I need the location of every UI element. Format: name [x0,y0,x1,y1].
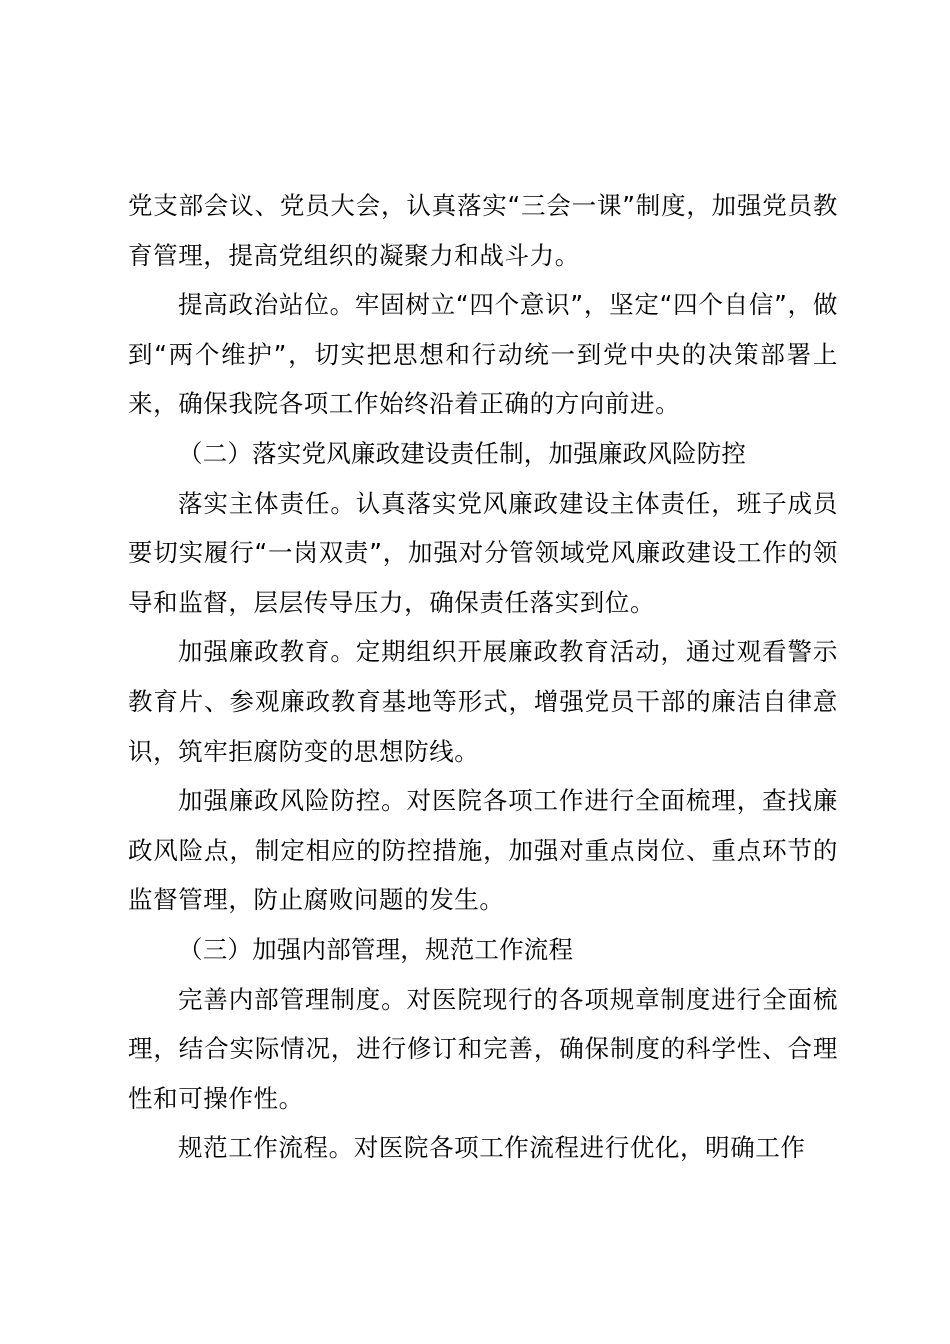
paragraph-political-stance: 提高政治站位。牢固树立“四个意识”，坚定“四个自信”，做到“两个维护”，切实把思想和行动统一到党中央的决策部署上来，确保我院各项工作始终沿着正确的方向前进。 [128,290,838,419]
paragraph-workflow: 规范工作流程。对医院各项工作流程进行优化，明确工作 [178,1133,806,1163]
section-heading-3: （三）加强内部管理，规范工作流程 [178,934,574,964]
paragraph-main-responsibility: 落实主体责任。认真落实党风廉政建设主体责任，班子成员要切实履行“一岗双责”，加强对分管领域党风廉政建设工作的领导和监督，层层传导压力，确保责任落实到位。 [128,488,838,617]
paragraph-internal-rules: 完善内部管理制度。对医院现行的各项规章制度进行全面梳理，结合实际情况，进行修订和完善，确保制度的科学性、合理性和可操作性。 [128,984,838,1113]
paragraph-risk-control: 加强廉政风险防控。对医院各项工作进行全面梳理，查找廉政风险点，制定相应的防控措施，加强对重点岗位、重点环节的监督管理，防止腐败问题的发生。 [128,786,838,915]
paragraph-integrity-education: 加强廉政教育。定期组织开展廉政教育活动，通过观看警示教育片、参观廉政教育基地等形式，增强党员干部的廉洁自律意识，筑牢拒腐防变的思想防线。 [128,637,838,766]
paragraph-continuation: 党支部会议、党员大会，认真落实“三会一课”制度，加强党员教育管理，提高党组织的凝聚力和战斗力。 [128,191,838,270]
document-body [128,181,838,1173]
section-heading-2: （二）落实党风廉政建设责任制，加强廉政风险防控 [178,438,747,468]
